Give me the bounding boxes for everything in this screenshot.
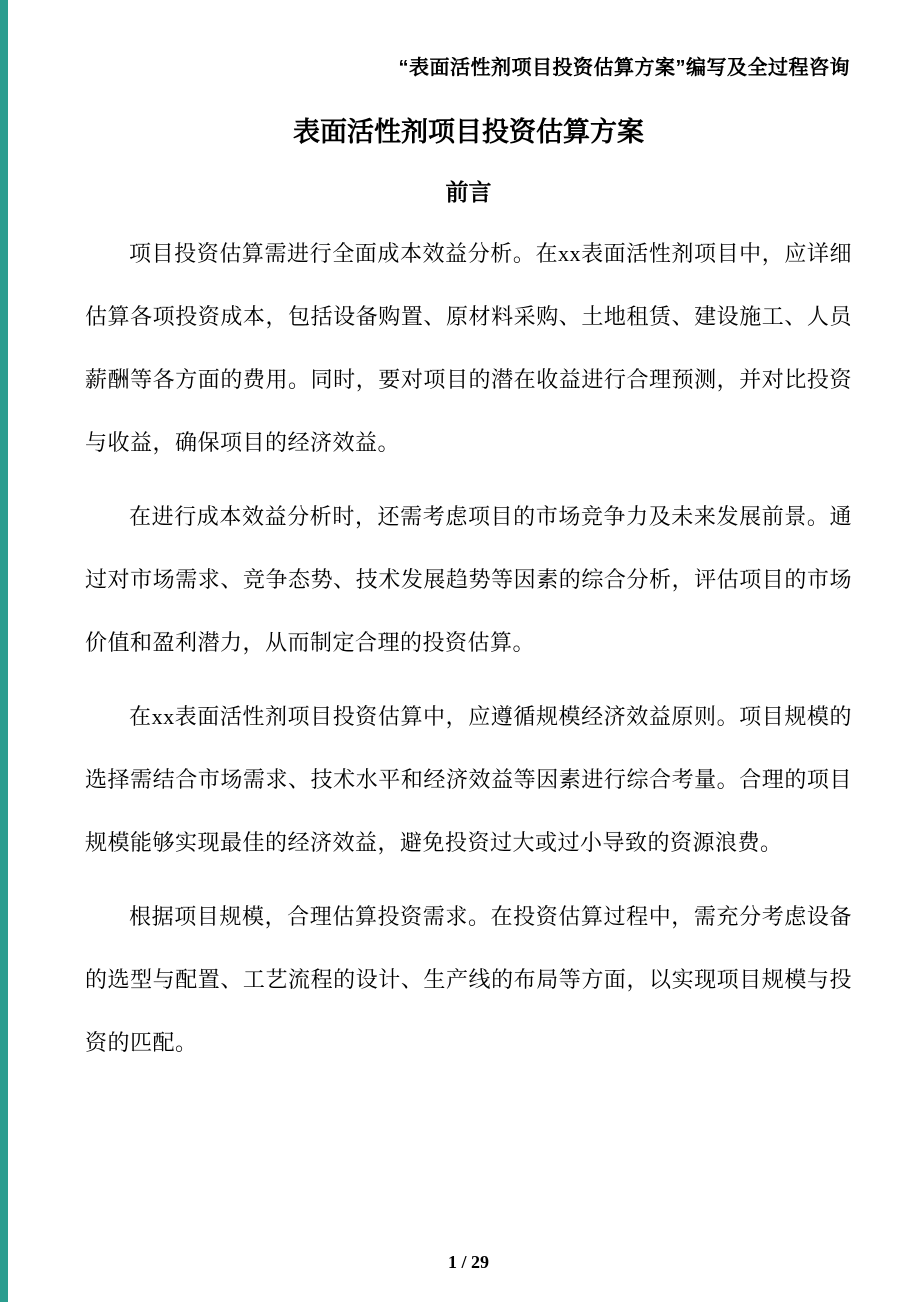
document-body	[85, 222, 852, 1085]
paragraph: 根据项目规模，合理估算投资需求。在投资估算过程中，需充分考虑设备的选型与配置、工艺流程的设计、生产线的布局等方面，以实现项目规模与投资的匹配。	[85, 904, 852, 1055]
paragraph: 项目投资估算需进行全面成本效益分析。在xx表面活性剂项目中，应详细估算各项投资成本，包括设备购置、原材料采购、土地租赁、建设施工、人员薪酬等各方面的费用。同时，要对项目的潜在收益进行合理预测，并对比投资与收益，确保项目的经济效益。	[85, 241, 852, 455]
paragraph: 在xx表面活性剂项目投资估算中，应遵循规模经济效益原则。项目规模的选择需结合市场需求、技术水平和经济效益等因素进行综合考量。合理的项目规模能够实现最佳的经济效益，避免投资过大或过小导致的资源浪费。	[85, 704, 852, 855]
page-title: 表面活性剂项目投资估算方案	[293, 117, 644, 147]
page-header-note: “表面活性剂项目投资估算方案”编写及全过程咨询	[398, 57, 850, 79]
paragraph: 在进行成本效益分析时，还需考虑项目的市场竞争力及未来发展前景。通过对市场需求、竞争态势、技术发展趋势等因素的综合分析，评估项目的市场价值和盈利潜力，从而制定合理的投资估算。	[85, 504, 852, 655]
section-heading: 前言	[445, 179, 492, 205]
page-number: 1 / 29	[447, 1252, 489, 1272]
left-accent-bar	[0, 0, 8, 1302]
